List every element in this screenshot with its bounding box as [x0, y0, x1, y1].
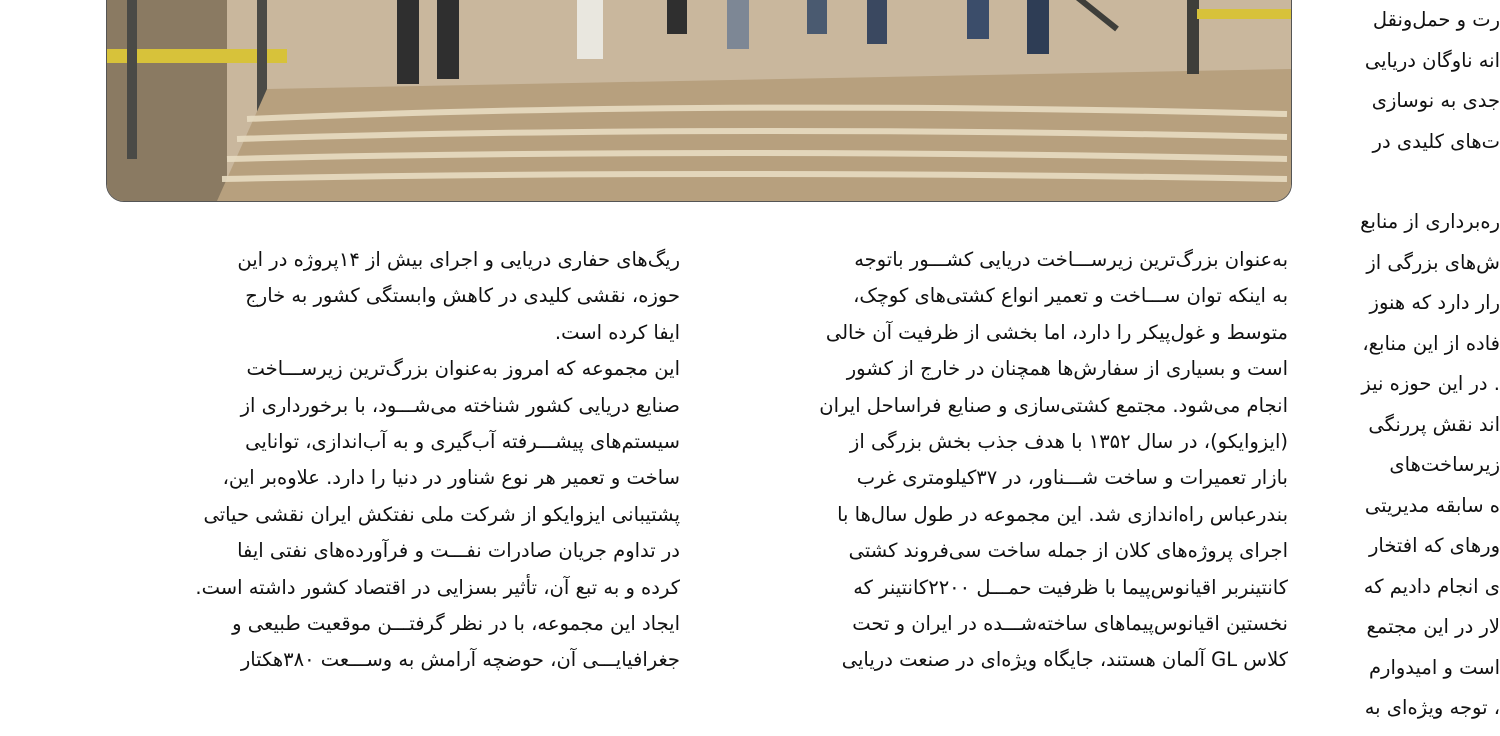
article-line: بندرعباس راه‌اندازی شد. این مجموعه در طول سال‌ها با [837, 502, 1288, 526]
article-line: به‌عنوان بزرگ‌ترین زیرســـاخت دریایی کشـــور باتوجه [854, 248, 1288, 271]
article-line: (ایزوایکو)، در سال ۱۳۵۲ با هدف جذب بخش بزرگی از [849, 429, 1288, 453]
article-line: است و بسیاری از سفارش‌ها همچنان در خارج از کشور [846, 357, 1288, 381]
article-line: اند نقش پررنگی [1368, 412, 1500, 436]
article-line: در تداوم جریان صادرات نفـــت و فرآورده‌های نفتی ایفا [237, 539, 680, 563]
article-column-left [118, 242, 680, 679]
article-line: رت و حمل‌ونقل [1372, 8, 1500, 31]
article-column-middle [726, 242, 1288, 679]
article-line: ایجاد این مجموعه، با در نظر گرفتـــن موقعیت طبیعی و [232, 611, 680, 635]
article-line: انجام می‌شود. مجتمع کشتی‌سازی و صنایع فراساحل ایران [819, 393, 1288, 417]
article-line: ت‌های کلیدی در [1372, 129, 1500, 153]
article-line: نخستین اقیانوس‌پیماهای ساخته‌شـــده در ایران و تحت [852, 611, 1288, 635]
article-line: ایفا کرده است. [554, 320, 680, 344]
article-line: ، توجه ویژه‌ای به [1364, 696, 1500, 719]
article-line: به اینکه توان ســـاخت و تعمیر انواع کشتی‌های کوچک، [853, 284, 1288, 308]
article-line: متوسط و غول‌پیکر را دارد، اما بخشی از ظرفیت آن خالی [825, 320, 1288, 344]
article-line: جدی به نوسازی [1371, 89, 1500, 112]
article-line: ی انجام دادیم که [1363, 574, 1500, 598]
article-photo [106, 0, 1292, 202]
article-line: کانتینربر اقیانوس‌پیما با ظرفیت حمـــل ۲۲۰۰کانتینر که [853, 575, 1288, 599]
article-line: فاده از این منابع، [1362, 331, 1500, 355]
article-line: سیستم‌های پیشـــرفته آب‌گیری و به آب‌اندازی، توانایی [245, 429, 680, 453]
article-line: کرده و به تبع آن، تأثیر بسزایی در اقتصاد کشور داشته است. [195, 575, 680, 599]
article-line: زیرساخت‌های [1389, 453, 1500, 476]
article-line: اجرای پروژه‌های کلان از جمله ساخت سی‌فروند کشتی [848, 539, 1288, 563]
article-line: ورهای که افتخار [1368, 534, 1500, 557]
article-line: صنایع دریایی کشور شناخته می‌شـــود، با برخورداری از [240, 393, 680, 417]
article-line: کلاس GL آلمان هستند، جایگاه ویژه‌ای در صنعت دریایی [841, 648, 1288, 672]
article-line: ساخت و تعمیر هر نوع شناور در دنیا را دارد. علاوه‌بر این، [222, 466, 680, 490]
article-line: لار در این مجتمع [1366, 615, 1500, 638]
article-line: است و امیدوارم [1368, 655, 1500, 679]
article-line: انه ناوگان دریایی [1364, 48, 1500, 72]
article-line: حوزه، نقشی کلیدی در کاهش وابستگی کشور به خارج [245, 284, 680, 308]
article-line: جغرافیایـــی آن، حوضچه آرامش به وســـعت ۳۸۰هکتار [240, 648, 680, 672]
article-line: ریگ‌های حفاری دریایی و اجرای بیش از ۱۴پروژه در این [237, 248, 680, 271]
article-column-right-top [1333, 0, 1500, 160]
article-line: پشتیبانی ایزوایکو از شرکت ملی نفتکش ایران نقشی حیاتی [203, 502, 680, 526]
article-line: رار دارد که هنوز [1369, 291, 1500, 314]
article-line: این مجموعه که امروز به‌عنوان بزرگ‌ترین زیرســـاخت [246, 357, 680, 381]
article-line: ره‌برداری از منابع [1360, 210, 1500, 233]
article-column-right-bottom [1333, 202, 1500, 736]
article-line: ش‌های بزرگی از [1366, 250, 1500, 274]
photo-shipyard-visit-icon [107, 0, 1291, 201]
article-line: ه سابقه مدیریتی [1364, 493, 1500, 517]
article-line: . در این حوزه نیز [1361, 372, 1500, 395]
article-line: بازار تعمیرات و ساخت شـــناور، در ۳۷کیلومتری غرب [856, 466, 1288, 490]
